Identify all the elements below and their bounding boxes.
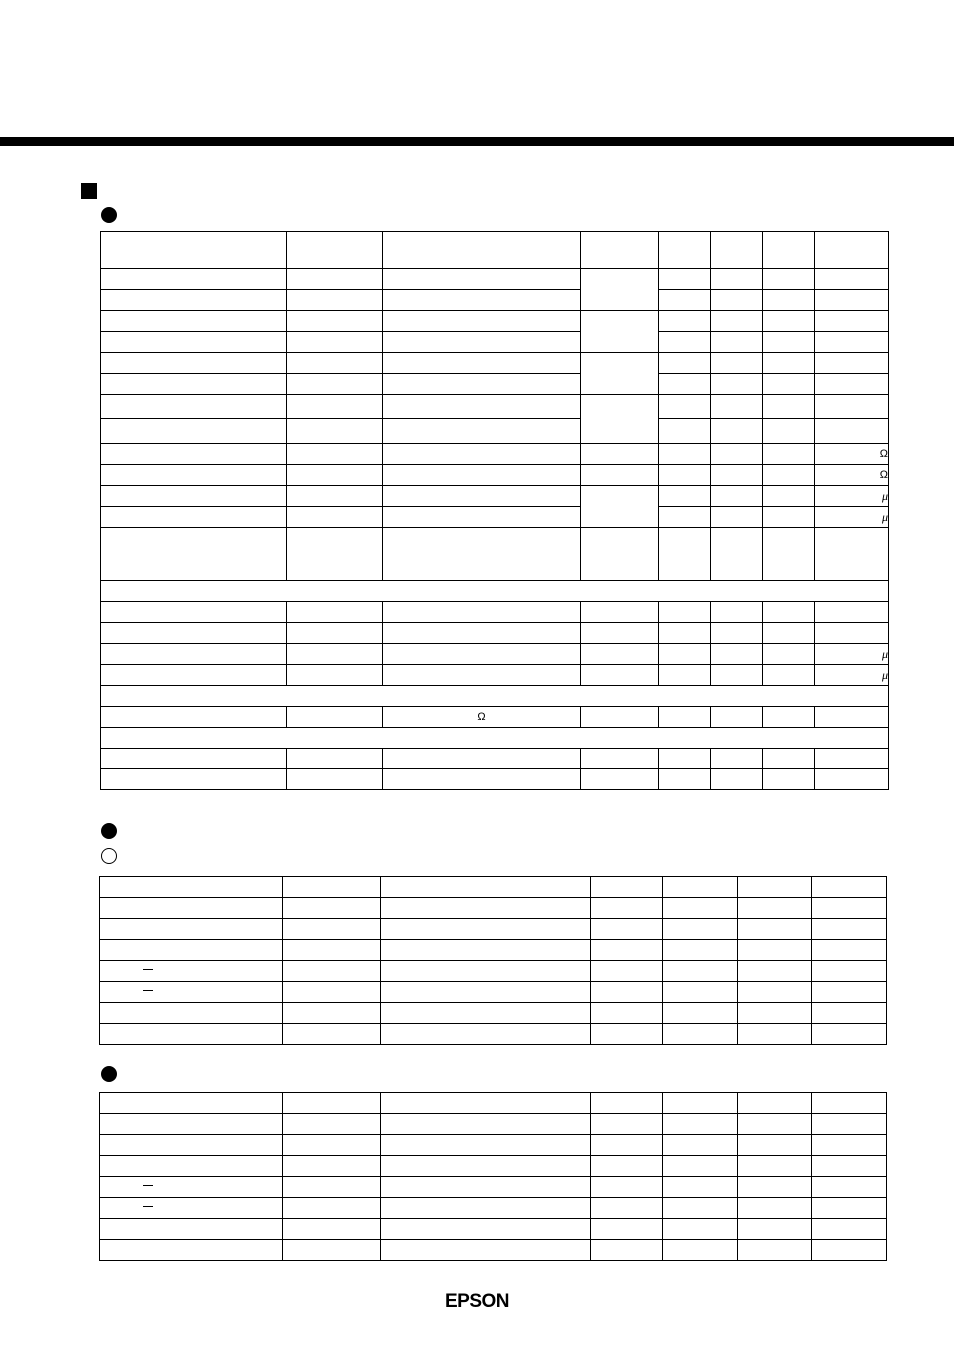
table-section-row (101, 686, 889, 707)
table-row (101, 486, 889, 507)
table-row (101, 374, 889, 395)
unit-micro: μ (881, 646, 888, 661)
subsection-bullet-3 (101, 1066, 117, 1082)
table-section-row (101, 728, 889, 749)
table-row (101, 707, 889, 728)
epson-logo: EPSON (445, 1291, 510, 1312)
table-row (101, 528, 889, 581)
table-row (101, 311, 889, 332)
table-row (101, 749, 889, 769)
electrical-characteristics-table (100, 231, 889, 790)
table-row (100, 898, 887, 919)
overline-mark (143, 990, 153, 991)
table-row (101, 507, 889, 528)
table-row (101, 665, 889, 686)
table-row (101, 395, 889, 419)
subsection-bullet-1 (101, 207, 117, 223)
table-row (101, 465, 889, 486)
table-row (100, 1114, 887, 1135)
table-header-row (100, 877, 887, 898)
subsection-bullet-2 (101, 823, 117, 839)
table-row (100, 1198, 887, 1219)
unit-ohm: Ω (879, 468, 888, 481)
unit-micro: μ (881, 509, 888, 524)
table-row (100, 1219, 887, 1240)
table-row (100, 961, 887, 982)
table-row (100, 1177, 887, 1198)
table-header-row (100, 1093, 887, 1114)
table-row (100, 1135, 887, 1156)
table-row (101, 353, 889, 374)
table-row (101, 419, 889, 444)
table-section-row (101, 581, 889, 602)
overline-mark (143, 1185, 153, 1186)
table-row (101, 769, 889, 790)
overline-mark (143, 969, 153, 970)
condition-ohm: Ω (477, 710, 486, 723)
table-row (101, 290, 889, 311)
table-row (100, 1156, 887, 1177)
section-square-bullet (81, 183, 97, 199)
header-rule (0, 137, 954, 146)
table-row (101, 644, 889, 665)
table-row (101, 444, 889, 465)
table-row (101, 269, 889, 290)
table-row (101, 332, 889, 353)
table-row (100, 940, 887, 961)
table-row (101, 602, 889, 623)
table-row (100, 1024, 887, 1045)
overline-mark (143, 1206, 153, 1207)
timing-table-1 (99, 876, 887, 1045)
unit-ohm: Ω (879, 447, 888, 460)
table-row (101, 623, 889, 644)
unit-micro: μ (881, 488, 888, 503)
table-row (100, 1240, 887, 1261)
table-row (100, 982, 887, 1003)
table-row (100, 919, 887, 940)
table-row (100, 1003, 887, 1024)
unit-micro: μ (881, 667, 888, 682)
timing-table-2 (99, 1092, 887, 1261)
subsection-open-bullet (101, 848, 117, 864)
table-header-row (101, 232, 889, 269)
